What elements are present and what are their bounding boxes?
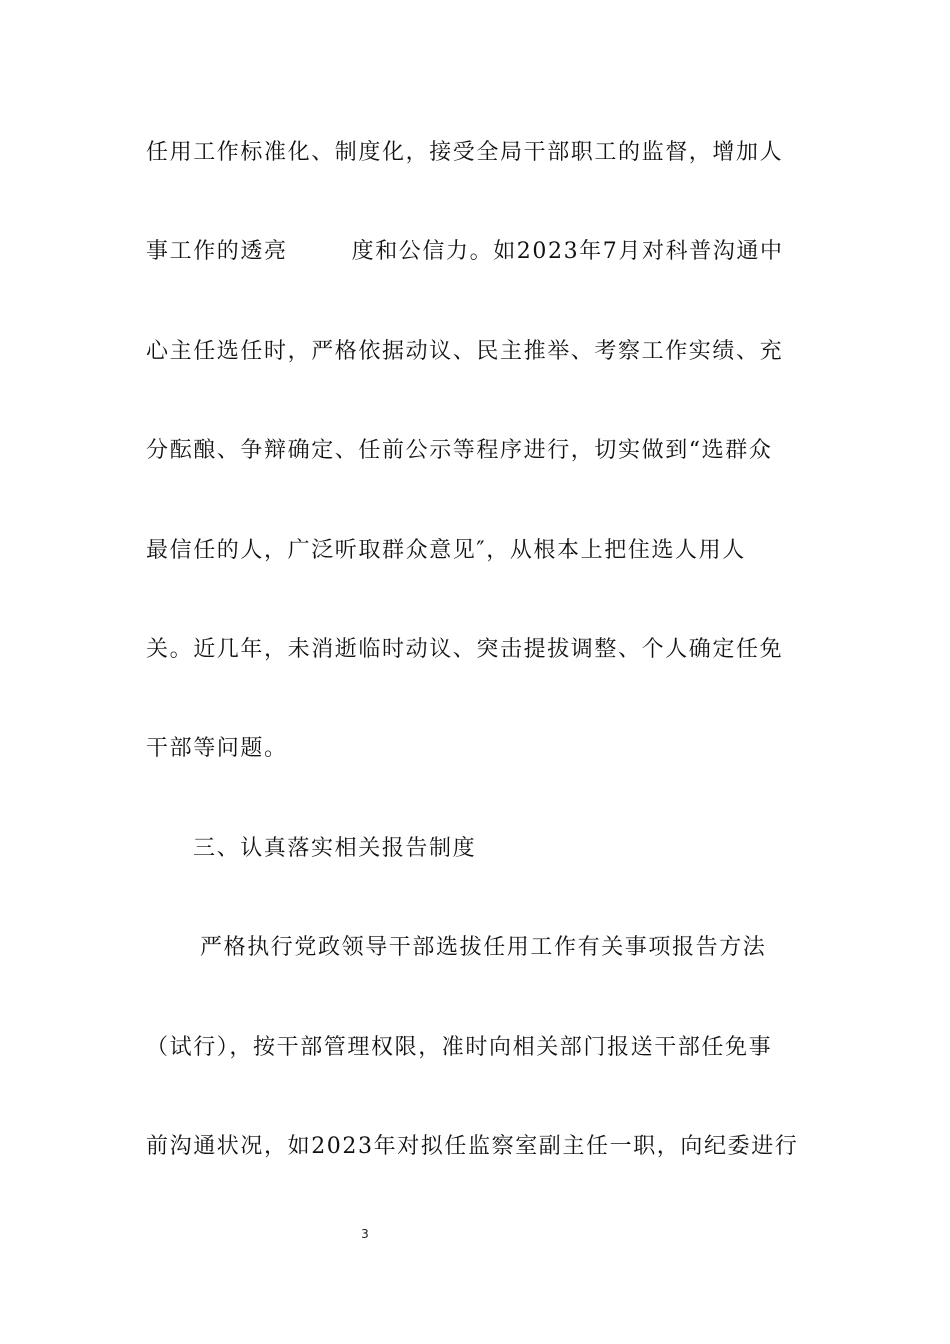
body-text-segment: 事工作的透亮 xyxy=(146,239,288,264)
section-heading: 三、认真落实相关报告制度 xyxy=(193,836,477,861)
body-text-line: 分酝酿、争辩确定、任前公示等程序进行，切实做到“选群众 xyxy=(146,438,773,463)
page-number: 3 xyxy=(361,1227,369,1241)
body-text-line xyxy=(146,237,806,267)
body-text-line: 严格执行党政领导干部选拔任用工作有关事项报告方法 xyxy=(200,935,767,960)
body-text-line: 干部等问题。 xyxy=(146,736,288,761)
body-text-line: 关。近几年，未消逝临时动议、突击提拔调整、个人确定任免 xyxy=(146,637,784,662)
body-text-line: 心主任选任时，严格依据动议、民主推举、考察工作实绩、充 xyxy=(146,339,784,364)
body-text-line: 任用工作标准化、制度化，接受全局干部职工的监督，增加人 xyxy=(146,140,784,165)
body-text-line: 前沟通状况，如2023年对拟任监察室副主任一职，向纪委进行 xyxy=(146,1134,799,1159)
body-text-line: 最信任的人，广泛听取群众意见″，从根本上把住选人用人 xyxy=(146,538,746,563)
body-text-line: （试行），按干部管理权限，准时向相关部门报送干部任免事 xyxy=(146,1035,773,1060)
body-text-segment: 度和公信力。如2023年7月对科普沟通中 xyxy=(351,239,784,264)
